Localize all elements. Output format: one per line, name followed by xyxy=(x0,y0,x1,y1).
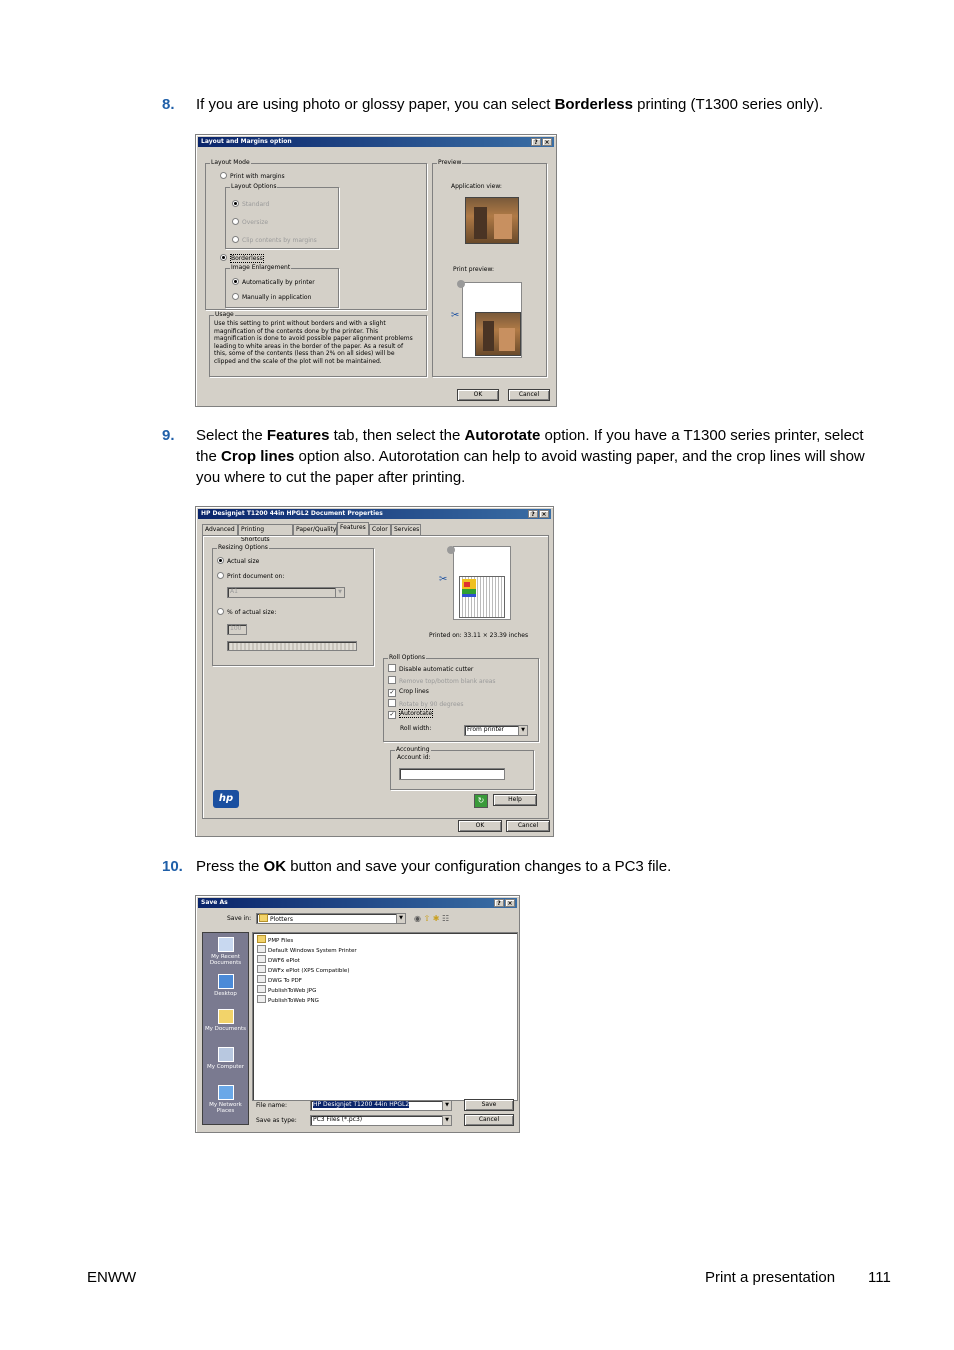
actual-size-radio[interactable]: Actual size xyxy=(217,557,259,566)
back-icon[interactable]: ◉ xyxy=(414,914,421,923)
manually-radio[interactable]: Manually in application xyxy=(232,293,311,302)
print-document-on-radio[interactable]: Print document on: xyxy=(217,572,284,581)
step-text: Press the OK button and save your configuration changes to a PC3 file. xyxy=(196,858,672,875)
help-icon[interactable]: ? xyxy=(528,510,538,518)
network-places-icon xyxy=(218,1085,234,1100)
places-bar xyxy=(202,932,249,1125)
file-icon xyxy=(257,945,266,953)
list-item[interactable]: DWFx ePlot (XPS Compatible) xyxy=(257,965,349,975)
list-item[interactable]: PublishToWeb PNG xyxy=(257,995,319,1005)
close-icon[interactable]: × xyxy=(542,138,552,146)
resizing-options-group: Resizing Options Actual size Print document on: A1 ▼ % of actual size: 100 xyxy=(212,548,374,666)
disable-cutter-checkbox[interactable]: Disable automatic cutter xyxy=(388,664,473,674)
chevron-down-icon: ▼ xyxy=(518,726,527,735)
toolbar-icons xyxy=(414,914,449,923)
layout-options-group: Layout Options Standard Oversize Clip contents by margins xyxy=(225,187,339,249)
account-id-label: Account id: xyxy=(397,754,431,761)
borderless-radio[interactable]: Borderless xyxy=(220,254,264,263)
autorotate-checkbox[interactable]: ✓ Autorotate xyxy=(389,710,433,718)
roll-options-group: Roll Options Disable automatic cutter Remove top/bottom blank areas ✓ Crop lines Rotate by 90 degrees ✓ Autorotate Roll width: From printer ▼ xyxy=(383,658,539,742)
rotate-90-checkbox[interactable]: Rotate by 90 degrees xyxy=(388,699,464,709)
help-icon[interactable]: ? xyxy=(494,899,504,907)
cancel-button[interactable]: Cancel xyxy=(464,1114,514,1126)
ok-button[interactable]: OK xyxy=(458,820,502,832)
preview-group: Preview Application view: Print preview: ✂ xyxy=(432,163,547,377)
layout-margins-dialog xyxy=(195,134,557,407)
chevron-down-icon: ▼ xyxy=(442,1101,451,1110)
tab-panel xyxy=(202,535,549,819)
new-folder-icon[interactable]: ✱ xyxy=(432,914,440,923)
file-icon xyxy=(257,995,266,1003)
file-icon xyxy=(257,955,266,963)
printed-on-text: Printed on: 33.11 × 23.39 inches xyxy=(429,632,529,639)
step-number: 10. xyxy=(162,858,183,875)
remove-blank-checkbox[interactable]: Remove top/bottom blank areas xyxy=(388,676,496,686)
place-desktop[interactable]: Desktop xyxy=(203,974,248,997)
save-button[interactable]: Save xyxy=(464,1099,514,1111)
place-my-documents[interactable]: My Documents xyxy=(203,1009,248,1032)
help-icon[interactable]: ? xyxy=(531,138,541,146)
application-view-label: Application view: xyxy=(451,183,502,190)
tab-printing-shortcuts[interactable]: Printing Shortcuts xyxy=(238,524,293,535)
file-icon xyxy=(257,965,266,973)
list-item[interactable]: PublishToWeb JPG xyxy=(257,985,316,995)
step-text: If you are using photo or glossy paper, you can select Borderless printing (T1300 series only). xyxy=(196,96,824,113)
footer-enww: ENWW xyxy=(87,1269,137,1286)
paper-size-select[interactable]: A1 ▼ xyxy=(227,587,345,598)
usage-group: Usage Use this setting to print without borders and with a slight magnification of the contents done by the printer. This magnification is done to avoid possible paper alignment problems leading to white areas in the border of the paper. As a result of this, some of the contents (less than 2% on all sides) will be clipped and the scale of the plot will not be maintained. xyxy=(209,315,427,377)
chevron-down-icon: ▼ xyxy=(442,1116,451,1125)
percent-actual-radio[interactable]: % of actual size: xyxy=(217,608,276,617)
tab-paper-quality[interactable]: Paper/Quality xyxy=(293,524,337,535)
tab-advanced[interactable]: Advanced xyxy=(202,524,238,535)
tab-color[interactable]: Color xyxy=(369,524,391,535)
up-folder-icon[interactable]: ⇧ xyxy=(423,914,431,923)
oversize-radio[interactable]: Oversize xyxy=(232,218,268,227)
crop-lines-checkbox[interactable]: ✓ Crop lines xyxy=(389,688,429,696)
chevron-down-icon: ▼ xyxy=(396,914,405,923)
place-my-recent-documents[interactable]: My Recent Documents xyxy=(203,937,248,966)
save-as-type-select[interactable]: PC3 Files (*.pc3) ▼ xyxy=(310,1115,452,1126)
step-number: 9. xyxy=(162,427,175,444)
dialog-titlebar: Save As ? × xyxy=(198,898,517,908)
list-item[interactable]: PMP Files xyxy=(257,935,293,945)
file-icon xyxy=(257,975,266,983)
recent-documents-icon xyxy=(218,937,234,952)
clip-contents-radio[interactable]: Clip contents by margins xyxy=(232,236,317,245)
layout-mode-group: Layout Mode Print with margins Layout Options Standard Oversize Clip contents by margins Borderless Image Enlargement Automatically by printer Manually in application xyxy=(205,163,427,310)
image-enlargement-group: Image Enlargement Automatically by printer Manually in application xyxy=(225,268,339,308)
cancel-button[interactable]: Cancel xyxy=(506,820,550,832)
roll-icon xyxy=(447,546,455,554)
percent-input[interactable]: 100 xyxy=(227,624,247,635)
hp-logo: hp xyxy=(213,790,239,808)
chevron-down-icon: ▼ xyxy=(335,588,344,597)
document-properties-dialog xyxy=(195,506,554,837)
list-item[interactable]: DWG To PDF xyxy=(257,975,302,985)
preview-content-icon xyxy=(459,576,505,618)
file-icon xyxy=(257,985,266,993)
standard-radio[interactable]: Standard xyxy=(232,200,269,209)
file-name-input[interactable]: HP Designjet T1200 44in HPGL2 ▼ xyxy=(310,1100,452,1111)
scissors-icon: ✂ xyxy=(451,310,460,321)
file-name-label: File name: xyxy=(256,1102,287,1109)
roll-width-select[interactable]: From printer ▼ xyxy=(464,725,528,736)
save-in-select[interactable]: Plotters ▼ xyxy=(256,913,406,924)
list-item[interactable]: Default Windows System Printer xyxy=(257,945,357,955)
refresh-icon[interactable]: ↻ xyxy=(474,794,488,808)
account-id-input[interactable] xyxy=(399,768,505,780)
print-preview-image xyxy=(475,312,521,356)
footer-section-title: Print a presentation xyxy=(705,1269,836,1286)
step-9 xyxy=(162,425,865,491)
save-as-dialog xyxy=(195,895,520,1133)
page-number: 111 xyxy=(868,1269,891,1286)
close-icon[interactable]: × xyxy=(505,899,515,907)
roll-width-label: Roll width: xyxy=(400,725,432,732)
usage-text: Use this setting to print without borders and with a slight magnification of the contents done by the printer. This magnification is done to avoid possible paper alignment problems leading to white areas in the border of the paper. As a result of this, some of the contents (less than 2% on all sides) will be clipped and the scale of the plot will not be maintained. xyxy=(214,320,413,365)
auto-by-printer-radio[interactable]: Automatically by printer xyxy=(232,278,315,287)
place-my-computer[interactable]: My Computer xyxy=(203,1047,248,1070)
help-button[interactable]: Help xyxy=(493,794,537,806)
my-computer-icon xyxy=(218,1047,234,1062)
desktop-icon xyxy=(218,974,234,989)
my-documents-icon xyxy=(218,1009,234,1024)
tab-services[interactable]: Services xyxy=(391,524,421,535)
tab-features[interactable]: Features xyxy=(337,522,369,535)
place-my-network-places[interactable]: My Network Places xyxy=(203,1085,248,1114)
print-with-margins-radio[interactable]: Print with margins xyxy=(220,172,285,181)
dialog-titlebar: HP Designjet T1200 44in HPGL2 Document Properties ? × xyxy=(198,509,551,519)
ok-button[interactable]: OK xyxy=(457,389,499,401)
scissors-icon: ✂ xyxy=(439,574,448,585)
print-preview-label: Print preview: xyxy=(453,266,495,273)
views-menu-icon[interactable]: ☷ xyxy=(442,914,450,923)
accounting-group: Accounting Account id: xyxy=(390,750,534,790)
folder-icon xyxy=(257,935,266,943)
list-item[interactable]: DWF6 ePlot xyxy=(257,955,300,965)
save-in-label: Save in: xyxy=(227,915,252,922)
file-list xyxy=(252,932,518,1101)
step-number: 8. xyxy=(162,96,175,113)
percent-slider[interactable] xyxy=(227,641,357,651)
application-view-image xyxy=(465,197,519,244)
dialog-titlebar: Layout and Margins option ? × xyxy=(198,137,554,147)
step-text: Select the Features tab, then select the Autorotate option. If you have a T1300 series printer, select the Crop lines option also. Autorotation can help to avoid wasting paper, and the crop lines will show you where to cut the paper after printing. xyxy=(196,427,865,486)
close-icon[interactable]: × xyxy=(539,510,549,518)
cancel-button[interactable]: Cancel xyxy=(508,389,550,401)
roll-icon xyxy=(457,280,465,288)
save-as-type-label: Save as type: xyxy=(256,1117,297,1124)
